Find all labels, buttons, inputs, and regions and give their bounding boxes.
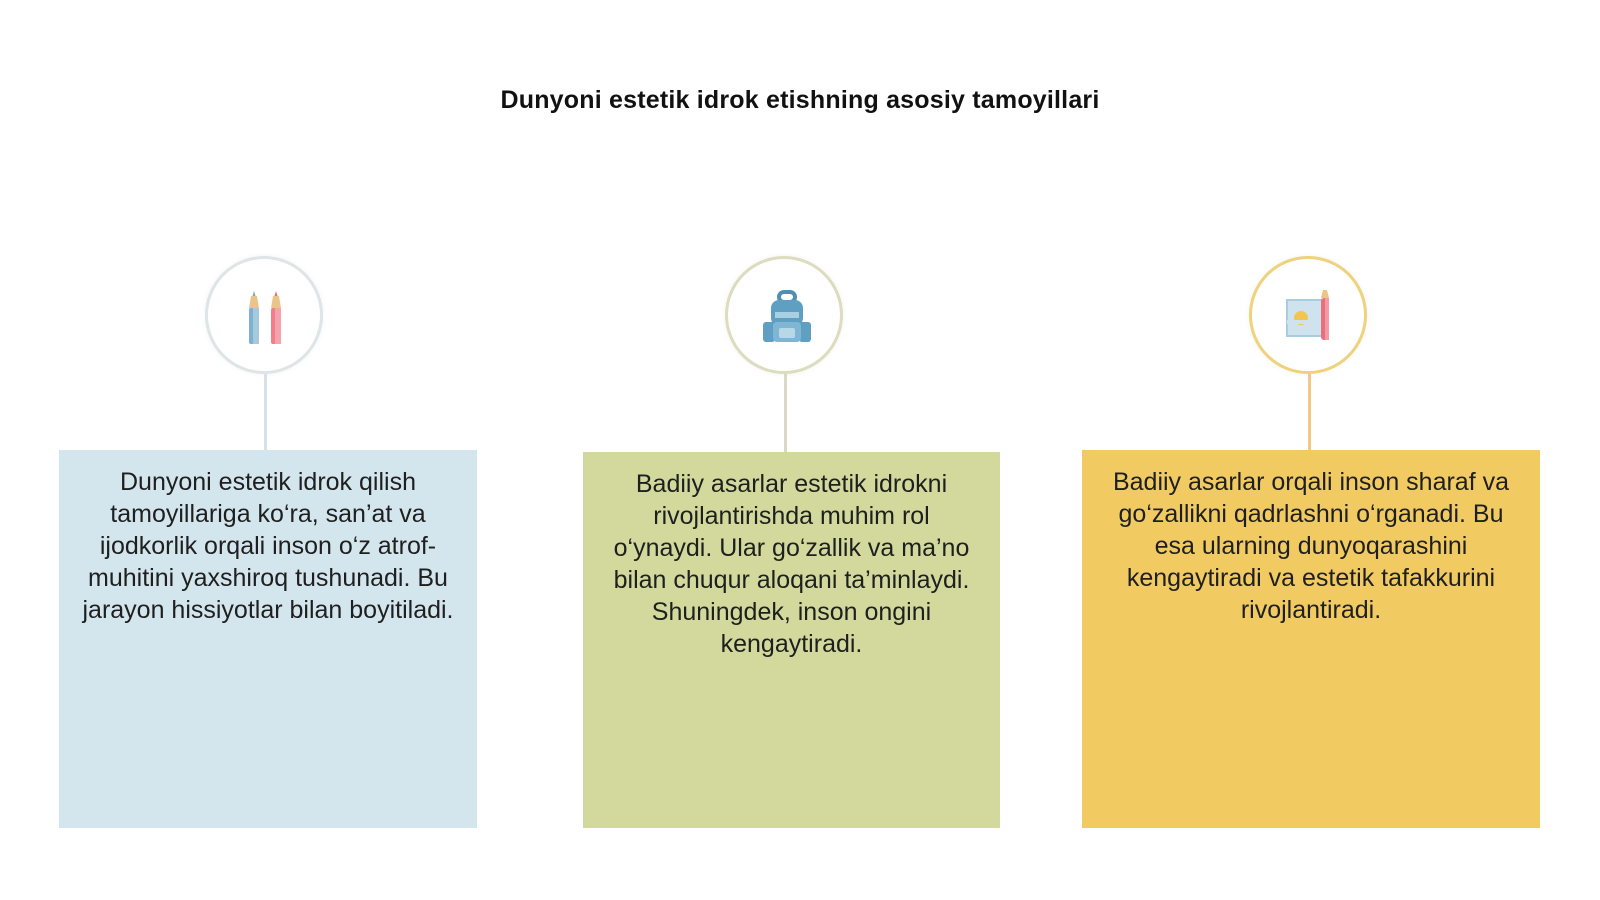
icon-circle (725, 256, 843, 374)
principle-card: Badiiy asarlar orqali inson sharaf va go‘zallikni qadrlashni o‘rganadi. Bu esa ularning dunyoqarashini kengaytiradi va estetik tafakkurini rivojlantiradi. (1082, 450, 1540, 828)
colored-pencils-icon (237, 288, 297, 348)
connector-line (264, 374, 267, 450)
connector-line (784, 374, 787, 452)
principle-card: Dunyoni estetik idrok qilish tamoyillariga ko‘ra, san’at va ijodkorlik orqali inson o‘z atrof-muhitini yaxshiroq tushunadi. Bu jarayon hissiyotlar bilan boyitiladi. (59, 450, 477, 828)
page-title: Dunyoni estetik idrok etishning asosiy tamoyillari (500, 86, 1100, 114)
backpack-icon (757, 288, 817, 348)
icon-circle (1249, 256, 1367, 374)
icon-circle (205, 256, 323, 374)
connector-line (1308, 374, 1311, 450)
principle-card: Badiiy asarlar estetik idrokni rivojlantirishda muhim rol o‘ynaydi. Ular go‘zallik va ma’no bilan chuqur aloqani ta’minlaydi. Shuningdek, inson ongini kengaytiradi. (583, 452, 1000, 828)
drawing-canvas-icon (1281, 288, 1341, 348)
